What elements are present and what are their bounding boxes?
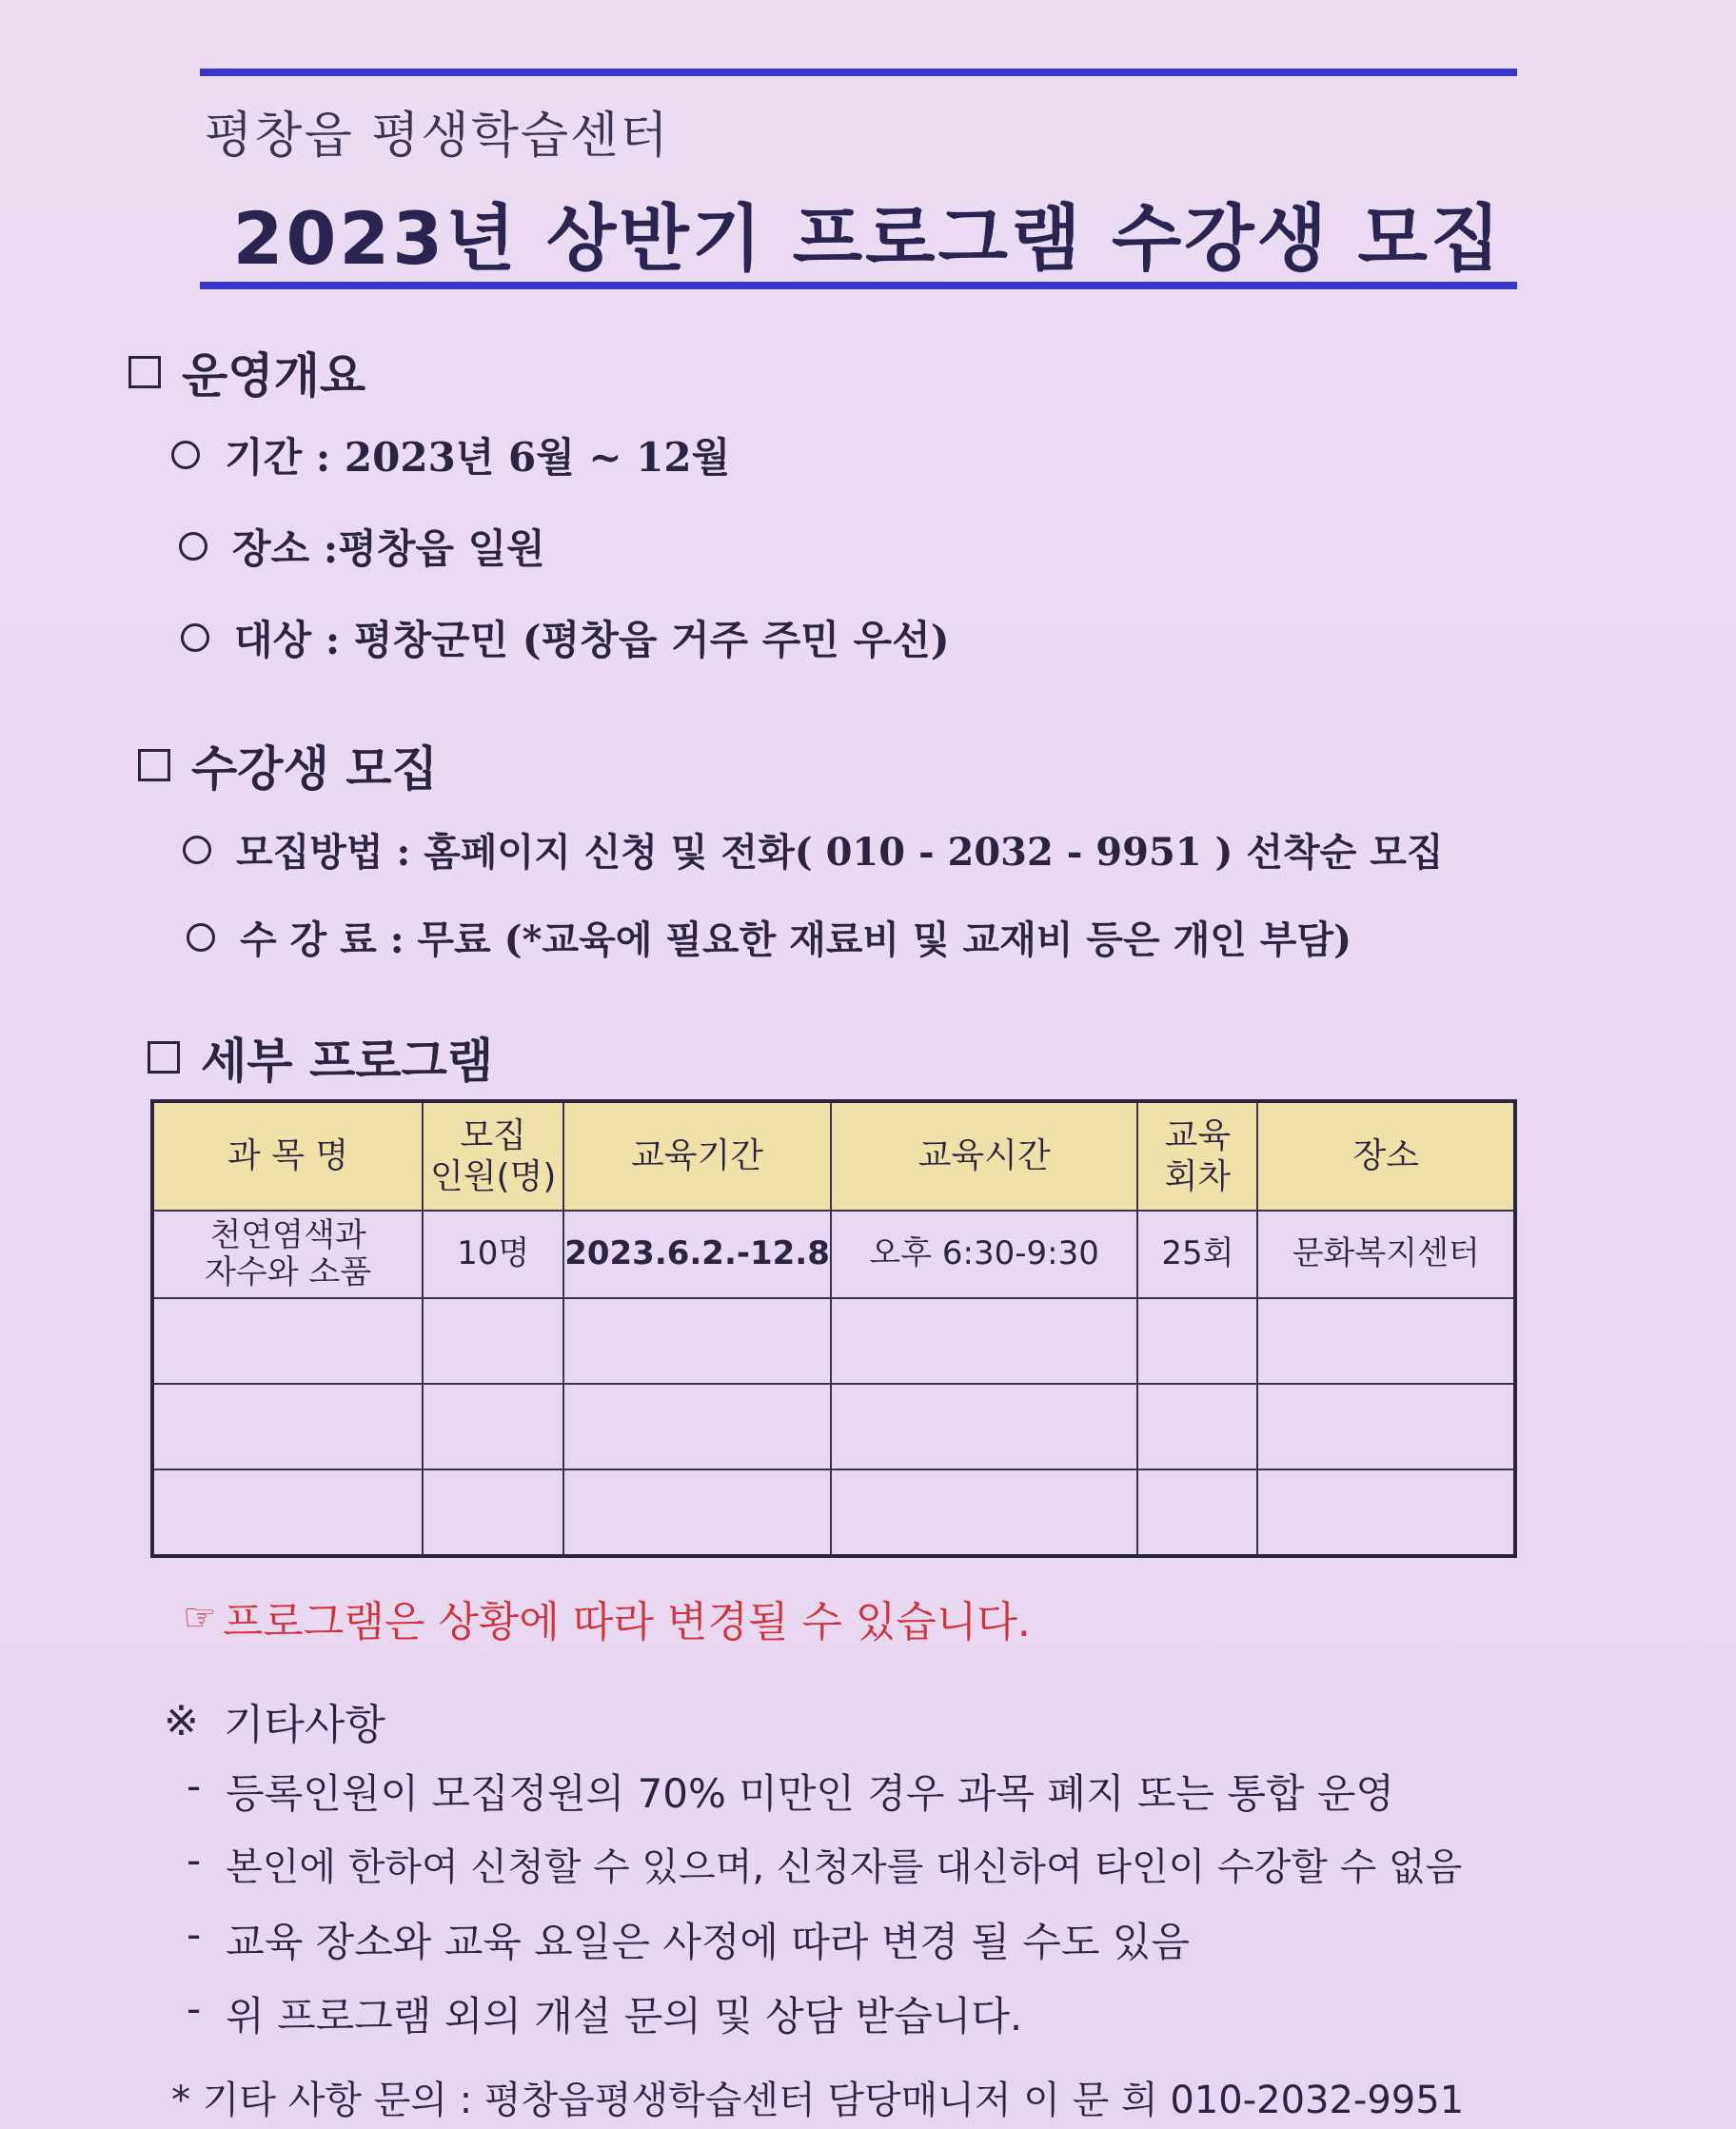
empty-cell — [1257, 1298, 1515, 1384]
item-text: 수 강 료 : 무료 (*교육에 필요한 재료비 및 교재비 등은 개인 부담) — [240, 917, 1352, 962]
column-header-location: 장소 — [1257, 1101, 1515, 1211]
empty-cell — [563, 1469, 831, 1556]
empty-cell — [423, 1298, 563, 1384]
circle-bullet-icon — [181, 623, 209, 652]
overview-item-target — [181, 609, 950, 666]
misc-item — [187, 1911, 1190, 1968]
empty-cell — [563, 1384, 831, 1469]
empty-cell — [831, 1469, 1138, 1556]
item-text: 장소 :평창읍 일원 — [232, 525, 545, 572]
item-text: 위 프로그램 외의 개설 문의 및 상담 받습니다. — [226, 1993, 1023, 2040]
checkbox-square-icon — [128, 356, 161, 388]
change-notice — [183, 1587, 1031, 1648]
item-text: 대상 : 평창군민 (평창읍 거주 주민 우선) — [234, 617, 950, 663]
table-row-empty — [152, 1469, 1515, 1556]
dash-bullet: - — [187, 1763, 202, 1809]
checkbox-square-icon — [148, 1041, 180, 1074]
misc-item — [187, 1837, 1462, 1891]
pointing-hand-icon: ☞ — [183, 1596, 217, 1640]
misc-heading — [164, 1690, 385, 1751]
notice-text: 프로그램은 상황에 따라 변경될 수 있습니다. — [222, 1598, 1031, 1646]
dash-bullet: - — [187, 1985, 202, 2032]
cell-capacity: 10명 — [423, 1211, 563, 1298]
overview-item-place — [179, 518, 545, 575]
dash-bullet: - — [187, 1837, 202, 1883]
circle-bullet-icon — [179, 532, 207, 561]
dash-bullet: - — [187, 1911, 202, 1958]
table-row-empty — [152, 1298, 1515, 1384]
cell-sessions: 25회 — [1137, 1211, 1257, 1298]
cell-subject: 천연염색과 자수와 소품 — [152, 1211, 423, 1298]
circle-bullet-icon — [171, 441, 200, 469]
section-title: 운영개요 — [182, 348, 366, 404]
contact-info: * 기타 사항 문의 : 평창읍평생학습센터 담당매니저 이 문 희 010-2032-9951 — [171, 2079, 1465, 2122]
column-header-time: 교육시간 — [831, 1101, 1138, 1211]
empty-cell — [423, 1469, 563, 1556]
misc-title: 기타사항 — [223, 1701, 385, 1749]
center-name: 평창읍 평생학습센터 — [205, 108, 670, 165]
section-title: 수강생 모집 — [191, 741, 438, 797]
misc-item — [187, 1763, 1394, 1820]
empty-cell — [1137, 1298, 1257, 1384]
overview-item-period — [171, 426, 730, 483]
circle-bullet-icon — [187, 923, 215, 952]
empty-cell — [423, 1384, 563, 1469]
top-rule — [200, 69, 1517, 76]
item-text: 교육 장소와 교육 요일은 사정에 따라 변경 될 수도 있음 — [226, 1919, 1190, 1965]
item-text: 등록인원이 모집정원의 70% 미만인 경우 과목 폐지 또는 통합 운영 — [226, 1770, 1394, 1817]
table-row-empty — [152, 1384, 1515, 1469]
section-programs-heading — [148, 1023, 493, 1092]
cell-period: 2023.6.2.-12.8 — [563, 1211, 831, 1298]
section-overview-heading — [128, 338, 365, 406]
section-title: 세부 프로그램 — [201, 1034, 494, 1089]
empty-cell — [152, 1298, 423, 1384]
empty-cell — [1137, 1469, 1257, 1556]
reference-mark-icon: ※ — [164, 1696, 199, 1745]
empty-cell — [831, 1384, 1138, 1469]
misc-item — [187, 1985, 1022, 2042]
column-header-capacity: 모집 인원(명) — [423, 1101, 563, 1211]
item-text: 본인에 한하여 신청할 수 있으며, 신청자를 대신하여 타인이 수강할 수 없음 — [226, 1845, 1463, 1889]
item-text: 모집방법 : 홈페이지 신청 및 전화( 010 - 2032 - 9951 ) 선착순 모집 — [236, 830, 1444, 875]
page-title: 2023년 상반기 프로그램 수강생 모집 — [232, 196, 1504, 281]
section-recruit-heading — [138, 731, 438, 799]
empty-cell — [1137, 1384, 1257, 1469]
empty-cell — [1257, 1384, 1515, 1469]
cell-time: 오후 6:30-9:30 — [831, 1211, 1138, 1298]
empty-cell — [152, 1384, 423, 1469]
column-header-period: 교육기간 — [563, 1101, 831, 1211]
table-header-row — [152, 1101, 1515, 1211]
bottom-rule — [200, 282, 1517, 289]
recruit-item-method — [183, 822, 1444, 877]
empty-cell — [1257, 1469, 1515, 1556]
column-header-sessions: 교육 회차 — [1137, 1101, 1257, 1211]
table-row — [152, 1211, 1515, 1298]
empty-cell — [831, 1298, 1138, 1384]
column-header-subject: 과 목 명 — [152, 1101, 423, 1211]
checkbox-square-icon — [138, 749, 170, 781]
cell-location: 문화복지센터 — [1257, 1211, 1515, 1298]
program-table — [150, 1099, 1517, 1558]
item-text: 기간 : 2023년 6월 ~ 12월 — [225, 434, 731, 481]
circle-bullet-icon — [183, 836, 211, 864]
empty-cell — [152, 1469, 423, 1556]
recruit-item-fee — [187, 910, 1351, 964]
empty-cell — [563, 1298, 831, 1384]
